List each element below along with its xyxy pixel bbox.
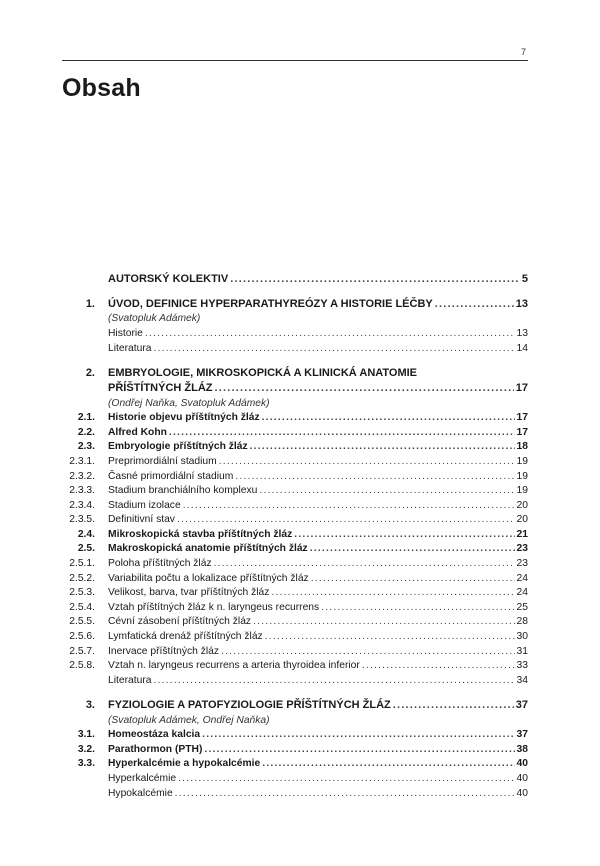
toc-page-number: 13: [516, 327, 528, 339]
dot-leader: [262, 757, 514, 772]
toc-author-line: [62, 397, 528, 412]
toc-authors: (Svatopluk Adámek, Ondřej Naňka): [108, 714, 270, 726]
toc-title: Historie: [108, 327, 143, 339]
toc-title: Vztah n. laryngeus recurrens a arteria thyroidea inferior: [108, 660, 360, 672]
toc-subsection-entry[interactable]: [62, 586, 528, 601]
toc-number: 3.2.: [77, 743, 95, 755]
toc-chapter-entry[interactable]: [62, 381, 528, 396]
toc-section-entry[interactable]: [62, 743, 528, 758]
toc-subsection-entry[interactable]: [62, 470, 528, 485]
toc-section-entry[interactable]: [62, 728, 528, 743]
dot-leader: [393, 698, 514, 713]
toc-title: Cévní zásobení příštítných žláz: [108, 616, 252, 628]
header-rule: [62, 60, 528, 61]
toc-subsection-entry[interactable]: [62, 342, 528, 357]
toc-author-line: [62, 312, 528, 327]
toc-page-number: 19: [516, 470, 528, 482]
toc-number: 2.: [85, 367, 95, 380]
toc-title: Parathormon (PTH): [108, 743, 203, 755]
toc-title: Alfred Kohn: [108, 426, 167, 438]
toc-title: Literatura: [108, 674, 152, 686]
toc-number: 2.5.5.: [69, 616, 95, 628]
toc-subsection-entry[interactable]: [62, 645, 528, 660]
toc-number: 1.: [85, 298, 95, 311]
toc-number: 2.3.3.: [69, 485, 95, 497]
toc-subsection-entry[interactable]: [62, 499, 528, 514]
dot-leader: [178, 772, 514, 787]
toc-subsection-entry[interactable]: [62, 787, 528, 802]
toc-number: 2.5.8.: [69, 660, 95, 672]
dot-leader: [175, 787, 515, 802]
toc-page-number: 20: [516, 514, 528, 526]
toc-page-number: 40: [516, 758, 528, 770]
toc-page-number: 18: [516, 441, 528, 453]
dot-leader: [311, 572, 515, 587]
toc-page-number: 28: [516, 616, 528, 628]
table-of-contents: [62, 272, 528, 801]
dot-leader: [321, 601, 514, 616]
toc-section-entry[interactable]: [62, 542, 528, 557]
page-number: 7: [520, 47, 526, 57]
toc-number: 2.5.4.: [69, 601, 95, 613]
toc-section-entry[interactable]: [62, 411, 528, 426]
dot-leader: [235, 470, 514, 485]
toc-section-entry[interactable]: [62, 528, 528, 543]
toc-title: Hypokalcémie: [108, 787, 173, 799]
toc-title: Lymfatická drenáž příštítných žláz: [108, 631, 263, 643]
toc-page-number: 40: [516, 787, 528, 799]
toc-title: Homeostáza kalcia: [108, 729, 201, 741]
toc-page-number: 17: [515, 382, 528, 395]
toc-page-number: 38: [516, 743, 528, 755]
toc-number: 2.5.1.: [69, 558, 95, 570]
page-title: Obsah: [62, 74, 141, 102]
dot-leader: [169, 426, 515, 441]
toc-title: Variabilita počtu a lokalizace příštítných žláz: [108, 572, 309, 584]
toc-number: 2.2.: [77, 426, 95, 438]
dot-leader: [177, 513, 515, 528]
dot-leader: [215, 381, 514, 396]
toc-number: 3.1.: [77, 729, 95, 741]
dot-leader: [204, 743, 514, 758]
toc-section-entry[interactable]: [62, 757, 528, 772]
toc-title: Hyperkalcémie a hypokalcémie: [108, 758, 261, 770]
dot-leader: [219, 455, 515, 470]
dot-leader: [230, 272, 520, 287]
toc-page-number: 23: [516, 543, 528, 555]
toc-title: Stadium izolace: [108, 499, 181, 511]
toc-page-number: 25: [516, 601, 528, 613]
toc-number: 2.5.: [77, 543, 95, 555]
toc-page-number: 17: [516, 412, 528, 424]
toc-title: Makroskopická anatomie příštítných žláz: [108, 543, 308, 555]
toc-number: 2.3.2.: [69, 470, 95, 482]
toc-title: Časné primordiální stadium: [108, 470, 234, 482]
toc-page-number: 5: [521, 272, 528, 285]
toc-subsection-entry[interactable]: [62, 772, 528, 787]
toc-section-entry[interactable]: [62, 440, 528, 455]
dot-leader: [265, 630, 515, 645]
toc-page-number: 14: [516, 342, 528, 354]
dot-leader: [435, 297, 514, 312]
dot-leader: [250, 440, 515, 455]
toc-chapter-entry[interactable]: [62, 698, 528, 713]
toc-subsection-entry[interactable]: [62, 455, 528, 470]
toc-subsection-entry[interactable]: [62, 572, 528, 587]
toc-number: 2.5.7.: [69, 645, 95, 657]
dot-leader: [202, 728, 514, 743]
toc-number: 2.3.: [77, 441, 95, 453]
toc-title: Inervace příštítných žláz: [108, 645, 220, 657]
dot-leader: [253, 615, 514, 630]
dot-leader: [310, 542, 515, 557]
toc-number: 3.: [85, 699, 95, 712]
toc-title: Poloha příštítných žláz: [108, 558, 212, 570]
toc-number: 2.5.6.: [69, 631, 95, 643]
dot-leader: [183, 499, 515, 514]
toc-subsection-entry[interactable]: [62, 557, 528, 572]
dot-leader: [145, 327, 515, 342]
toc-page-number: 24: [516, 572, 528, 584]
toc-section-entry[interactable]: [62, 426, 528, 441]
toc-subsection-entry[interactable]: [62, 659, 528, 674]
toc-page-number: 33: [516, 660, 528, 672]
toc-title: EMBRYOLOGIE, MIKROSKOPICKÁ A KLINICKÁ ANATOMIE: [108, 367, 418, 380]
toc-title: Historie objevu příštítných žláz: [108, 412, 260, 424]
toc-subsection-entry[interactable]: [62, 615, 528, 630]
toc-title: Vztah příštítných žláz k n. laryngeus recurrens: [108, 601, 320, 613]
toc-page-number: 37: [515, 699, 528, 712]
toc-subsection-entry[interactable]: [62, 484, 528, 499]
toc-page-number: 24: [516, 587, 528, 599]
toc-page-number: 17: [516, 426, 528, 438]
dot-leader: [294, 528, 514, 543]
toc-title: Mikroskopická stavba příštítných žláz: [108, 528, 293, 540]
toc-number: 2.3.1.: [69, 455, 95, 467]
toc-number: 2.3.4.: [69, 499, 95, 511]
toc-page-number: 31: [516, 645, 528, 657]
dot-leader: [362, 659, 515, 674]
toc-number: 2.5.3.: [69, 587, 95, 599]
toc-title: Stadium branchiálního komplexu: [108, 485, 258, 497]
toc-page-number: 19: [516, 485, 528, 497]
toc-page-number: 20: [516, 499, 528, 511]
toc-number: 2.3.5.: [69, 514, 95, 526]
toc-chapter-heading: [62, 366, 528, 381]
toc-subsection-entry[interactable]: [62, 674, 528, 689]
toc-page-number: 19: [516, 455, 528, 467]
toc-title: PŘÍŠTÍTNÝCH ŽLÁZ: [108, 382, 213, 395]
dot-leader: [221, 645, 515, 660]
toc-subsection-entry[interactable]: [62, 630, 528, 645]
toc-title: Definitivní stav: [108, 514, 175, 526]
dot-leader: [259, 484, 514, 499]
toc-chapter-entry[interactable]: [62, 272, 528, 287]
toc-authors: (Svatopluk Adámek): [108, 313, 201, 325]
toc-page-number: 40: [516, 772, 528, 784]
toc-subsection-entry[interactable]: [62, 601, 528, 616]
toc-author-line: [62, 714, 528, 729]
toc-page-number: 30: [516, 631, 528, 643]
toc-number: 2.4.: [77, 528, 95, 540]
toc-page-number: 13: [515, 298, 528, 311]
toc-number: 3.3.: [77, 758, 95, 770]
toc-number: 2.1.: [77, 412, 95, 424]
toc-subsection-entry[interactable]: [62, 327, 528, 342]
toc-page-number: 23: [516, 558, 528, 570]
toc-title: Hyperkalcémie: [108, 772, 177, 784]
toc-subsection-entry[interactable]: [62, 513, 528, 528]
toc-title: Literatura: [108, 342, 152, 354]
dot-leader: [154, 342, 515, 357]
dot-leader: [214, 557, 515, 572]
toc-title: Embryologie příštítných žláz: [108, 441, 248, 453]
toc-title: Preprimordiální stadium: [108, 455, 217, 467]
toc-title: ÚVOD, DEFINICE HYPERPARATHYREÓZY A HISTORIE LÉČBY: [108, 298, 433, 311]
toc-title: FYZIOLOGIE A PATOFYZIOLOGIE PŘÍŠTÍTNÝCH ŽLÁZ: [108, 699, 391, 712]
toc-title: Velikost, barva, tvar příštítných žláz: [108, 587, 270, 599]
toc-chapter-entry[interactable]: [62, 297, 528, 312]
toc-page-number: 34: [516, 674, 528, 686]
toc-page-number: 37: [516, 729, 528, 741]
dot-leader: [154, 674, 515, 689]
dot-leader: [262, 411, 515, 426]
toc-title: AUTORSKÝ KOLEKTIV: [108, 272, 229, 285]
toc-authors: (Ondřej Naňka, Svatopluk Adámek): [108, 397, 270, 409]
toc-page-number: 21: [516, 528, 528, 540]
toc-number: 2.5.2.: [69, 572, 95, 584]
dot-leader: [271, 586, 514, 601]
